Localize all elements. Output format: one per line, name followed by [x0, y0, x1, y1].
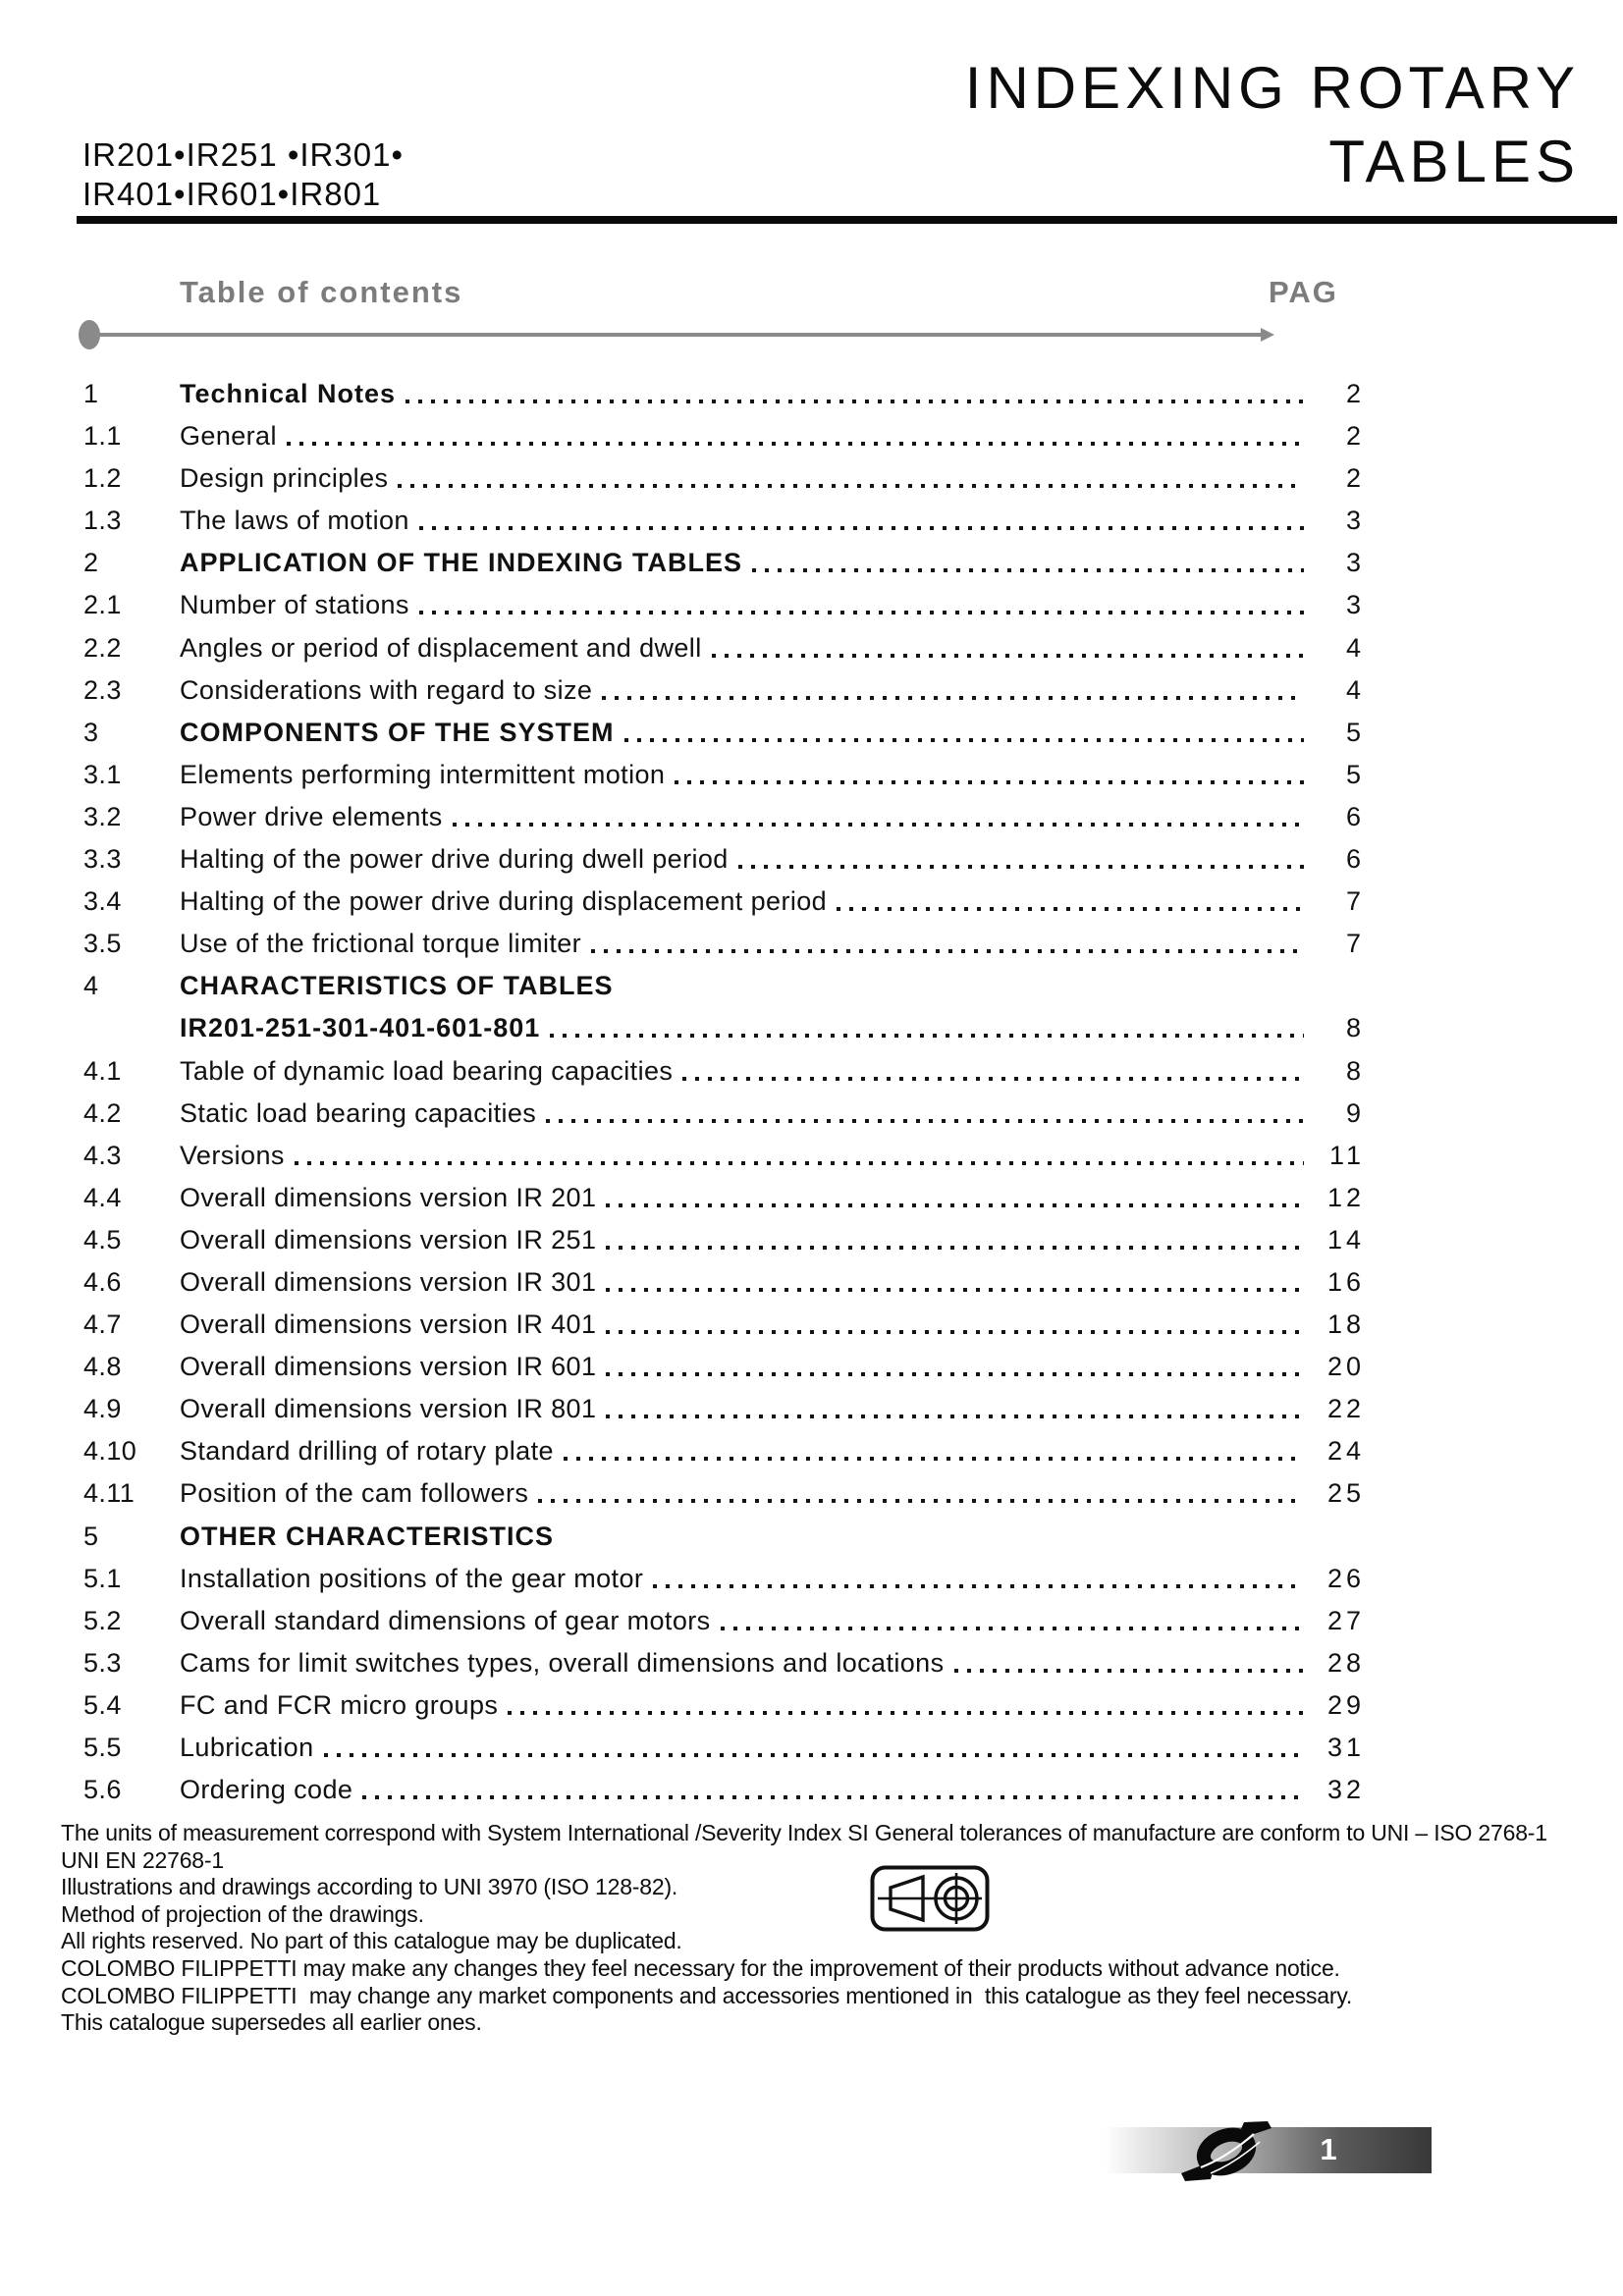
toc-dot-leader: [550, 1007, 1304, 1049]
legal-note-line: This catalogue supersedes all earlier ones.: [61, 2009, 482, 2036]
toc-row: [83, 1430, 1365, 1472]
toc-entry-title: Lubrication: [180, 1733, 314, 1762]
toc-row: [83, 542, 1365, 584]
toc-entry-page: 7: [1345, 929, 1365, 959]
toc-row: [83, 669, 1365, 712]
toc-dot-leader: [591, 923, 1304, 965]
page-number: 1: [1320, 2132, 1337, 2166]
toc-entry-page: 14: [1326, 1224, 1365, 1255]
toc-entry-title: Angles or period of displacement and dwell: [180, 632, 702, 663]
toc-dot-leader: [721, 1600, 1304, 1642]
toc-entry-number: 3.1: [83, 759, 122, 789]
toc-entry-page: 3: [1345, 506, 1365, 536]
toc-row: [83, 1600, 1365, 1642]
toc-entry-number: 4.5: [83, 1224, 122, 1255]
toc-row: [83, 1769, 1365, 1811]
toc-entry-title: Cams for limit switches types, overall dimensions and locations: [180, 1647, 945, 1678]
legal-note-line: Method of projection of the drawings.: [61, 1900, 424, 1927]
toc-entry-number: 3.4: [83, 886, 122, 917]
toc-entry-title: Overall dimensions version IR 401: [180, 1309, 597, 1340]
legal-note-line: The units of measurement correspond with System International /Severity Index SI General tolerances of manufacture are conform to UNI – ISO 2768-1: [61, 1820, 1547, 1845]
toc-entry-title: Elements performing intermittent motion: [180, 759, 666, 789]
toc-entry-number: 2.1: [83, 590, 122, 620]
toc-dot-leader: [508, 1684, 1304, 1727]
toc-entry-page: 2: [1345, 379, 1365, 408]
toc-entry-title: General: [180, 421, 277, 452]
toc-entry-title: Design principles: [180, 463, 389, 494]
toc-entry-page: 9: [1345, 1097, 1365, 1128]
toc-row: [83, 1050, 1365, 1093]
page-column-header: PAG: [1269, 275, 1338, 309]
toc-dot-leader: [362, 1769, 1304, 1811]
toc-row: [83, 1135, 1365, 1177]
product-models: [82, 135, 404, 214]
toc-entry-number: 5.1: [83, 1563, 122, 1593]
toc-entry-number: 1: [83, 379, 99, 408]
toc-entry-title: Position of the cam followers: [180, 1478, 529, 1509]
toc-entry-page: 12: [1326, 1182, 1365, 1212]
toc-entry-title: Overall dimensions version IR 201: [180, 1182, 597, 1212]
toc-row: [83, 500, 1365, 542]
toc-dot-leader: [738, 838, 1304, 881]
toc-entry-title: Halting of the power drive during displacement period: [180, 886, 828, 917]
toc-entry-number: 5.2: [83, 1605, 122, 1635]
header-rule: [77, 216, 1617, 224]
toc-dot-leader: [398, 457, 1304, 500]
toc-row: [83, 1388, 1365, 1430]
toc-entry-title: CHARACTERISTICS OF TABLES: [180, 971, 614, 1001]
toc-dot-leader: [653, 1558, 1304, 1600]
toc-entry-number: [83, 1007, 180, 1049]
toc-entry-page: 3: [1345, 548, 1365, 578]
toc-entry-number: 5.4: [83, 1689, 122, 1720]
product-models-line1: IR201•IR251 •IR301•: [82, 136, 405, 173]
toc-row: [83, 838, 1365, 881]
toc-underline: [94, 333, 1261, 337]
toc-entry-number: 4.6: [83, 1266, 122, 1297]
toc-entry-page: 4: [1345, 674, 1365, 705]
toc-entry-number: 4.4: [83, 1182, 122, 1212]
toc-entry-number: 4.7: [83, 1309, 122, 1340]
toc-dot-leader: [406, 373, 1304, 415]
toc-entry-number: 5.3: [83, 1647, 122, 1678]
toc-dot-leader: [606, 1219, 1304, 1261]
toc-entry-number: 2.2: [83, 632, 122, 663]
toc-entry-title: Use of the frictional torque limiter: [180, 929, 582, 959]
toc-entry-page: 6: [1345, 844, 1365, 875]
toc-entry-title: Standard drilling of rotary plate: [180, 1436, 554, 1467]
toc-entry-number: 3.3: [83, 844, 122, 875]
toc-dot-leader: [564, 1430, 1304, 1472]
toc-entry-page: 28: [1326, 1647, 1365, 1678]
toc-row: [83, 1261, 1365, 1304]
toc-entry-page: 8: [1345, 1013, 1365, 1043]
toc-entry-number: 2: [83, 548, 99, 578]
toc-row: [83, 796, 1365, 838]
toc-entry-page: 7: [1345, 886, 1365, 917]
toc-dot-leader: [624, 712, 1304, 754]
toc-row: [83, 457, 1365, 500]
toc-row: [83, 627, 1365, 669]
toc-row: [83, 1472, 1365, 1515]
toc-entry-number: 5: [83, 1521, 99, 1551]
toc-row: [83, 1642, 1365, 1684]
toc-entry-page: 22: [1326, 1394, 1365, 1424]
toc-entry-number: 5.6: [83, 1775, 122, 1805]
toc-entry-number: 4: [83, 971, 99, 1001]
toc-dot-leader: [602, 669, 1304, 712]
toc-row: [83, 1727, 1365, 1769]
toc-entry-number: 4.11: [83, 1478, 135, 1509]
legal-notes: [61, 1820, 1553, 2037]
toc-entry-page: 26: [1326, 1563, 1365, 1593]
toc-row: [83, 1558, 1365, 1600]
toc-entry-page: 6: [1345, 801, 1365, 831]
toc-entry-title: IR201-251-301-401-601-801: [180, 1013, 541, 1043]
toc-row: [83, 881, 1365, 923]
toc-dot-leader: [419, 584, 1304, 626]
toc-entry-page: 5: [1345, 759, 1365, 789]
toc-entry-page: 16: [1326, 1266, 1365, 1297]
toc-entry-title: Technical Notes: [180, 379, 397, 408]
toc-dot-leader: [606, 1304, 1304, 1346]
toc-row: [83, 1219, 1365, 1261]
toc-entry-title: Number of stations: [180, 590, 409, 620]
toc-row: [83, 1516, 1365, 1558]
toc-row: [83, 1346, 1365, 1388]
toc-entry-page: 5: [1345, 717, 1365, 747]
legal-note-line: COLOMBO FILIPPETTI may change any market components and accessories mentioned in this catalogue as they feel necessary.: [61, 1982, 1353, 2008]
toc-entry-title: FC and FCR micro groups: [180, 1689, 499, 1720]
toc-dot-leader: [419, 500, 1304, 542]
toc-entry-title: APPLICATION OF THE INDEXING TABLES: [180, 548, 743, 578]
toc-entry-number: 1.2: [83, 463, 122, 494]
toc-entry-title: Overall dimensions version IR 251: [180, 1224, 597, 1255]
toc-entry-number: 4.9: [83, 1394, 122, 1424]
toc-entry-title: Overall dimensions version IR 801: [180, 1394, 597, 1424]
document-title: [965, 51, 1580, 198]
toc-dot-leader: [606, 1261, 1304, 1304]
legal-note-line: Illustrations and drawings according to UNI 3970 (ISO 128-82).: [61, 1874, 678, 1900]
company-knot-logo-icon: [1173, 2116, 1279, 2190]
toc-entry-page: 18: [1326, 1309, 1365, 1340]
toc-entry-number: 1.3: [83, 506, 122, 536]
toc-entry-title: Installation positions of the gear motor: [180, 1563, 644, 1593]
first-angle-projection-icon: [870, 1865, 990, 1937]
toc-entry-page: 20: [1326, 1352, 1365, 1382]
page-number-bar: [1105, 2127, 1432, 2173]
toc-entry-page: 2: [1345, 463, 1365, 494]
legal-note-line: UNI EN 22768-1: [61, 1846, 224, 1873]
toc-entry-number: 3.5: [83, 929, 122, 959]
toc-entry-number: 4.8: [83, 1352, 122, 1382]
document-title-line2: TABLES: [1328, 129, 1580, 194]
toc-entry-page: 25: [1326, 1478, 1365, 1509]
toc-heading: Table of contents: [180, 275, 463, 309]
toc-entry-title: Versions: [180, 1140, 285, 1170]
toc-entry-page: 2: [1345, 421, 1365, 452]
toc-entry-page: 8: [1345, 1055, 1365, 1086]
toc-entry-number: 4.3: [83, 1140, 122, 1170]
toc-entry-number: 4.2: [83, 1097, 122, 1128]
toc-dot-leader: [287, 415, 1304, 457]
toc-entry-title: COMPONENTS OF THE SYSTEM: [180, 717, 615, 747]
toc-entry-page: 4: [1345, 632, 1365, 663]
toc-entry-page: 24: [1326, 1436, 1365, 1467]
toc-dot-leader: [606, 1388, 1304, 1430]
toc-entry-page: 11: [1328, 1140, 1365, 1170]
toc-entry-title: Considerations with regard to size: [180, 674, 593, 705]
toc-row: [83, 1093, 1365, 1135]
legal-note-line: All rights reserved. No part of this catalogue may be duplicated.: [61, 1928, 682, 1954]
toc-entry-title: Overall dimensions version IR 601: [180, 1352, 597, 1382]
toc-dot-leader: [606, 1346, 1304, 1388]
toc-row: [83, 1304, 1365, 1346]
toc-entry-title: Power drive elements: [180, 801, 443, 831]
toc-entry-number: 2.3: [83, 674, 122, 705]
toc-list: [83, 373, 1365, 1811]
toc-entry-title: Overall dimensions version IR 301: [180, 1266, 597, 1297]
toc-dot-leader: [295, 1135, 1304, 1177]
toc-dot-leader: [837, 881, 1304, 923]
toc-dot-leader: [954, 1642, 1305, 1684]
toc-entry-page: 27: [1326, 1605, 1365, 1635]
toc-dot-leader: [546, 1093, 1304, 1135]
toc-row: [83, 415, 1365, 457]
toc-entry-title: Table of dynamic load bearing capacities: [180, 1055, 674, 1086]
toc-entry-number: 4.10: [83, 1436, 137, 1467]
toc-entry-title: Halting of the power drive during dwell period: [180, 844, 729, 875]
toc-entry-number: 3.2: [83, 801, 122, 831]
toc-dot-leader: [606, 1177, 1304, 1219]
toc-dot-leader: [712, 627, 1304, 669]
toc-entry-page: 3: [1345, 590, 1365, 620]
toc-entry-title: Static load bearing capacities: [180, 1097, 537, 1128]
toc-dot-leader: [538, 1472, 1304, 1515]
toc-dot-leader: [453, 796, 1304, 838]
toc-row: [83, 965, 1365, 1007]
toc-entry-title: The laws of motion: [180, 506, 409, 536]
document-title-line1: INDEXING ROTARY: [964, 55, 1580, 121]
toc-entry-title: OTHER CHARACTERISTICS: [180, 1521, 555, 1551]
product-models-line2: IR401•IR601•IR801: [82, 176, 382, 212]
toc-dot-leader: [752, 542, 1304, 584]
toc-entry-title: Overall standard dimensions of gear motors: [180, 1605, 711, 1635]
toc-entry-page: 31: [1326, 1733, 1365, 1762]
toc-entry-number: 4.1: [83, 1055, 122, 1086]
toc-row: [83, 373, 1365, 415]
toc-entry-number: 1.1: [83, 421, 122, 452]
toc-entry-number: 5.5: [83, 1733, 122, 1762]
toc-row: [83, 754, 1365, 796]
toc-row: [83, 1684, 1365, 1727]
toc-underline-arrow: [1261, 328, 1274, 342]
toc-dot-leader: [324, 1727, 1305, 1769]
legal-note-line: COLOMBO FILIPPETTI may make any changes they feel necessary for the improvement of their products without advance notice.: [61, 1954, 1340, 1981]
toc-row: [83, 712, 1365, 754]
toc-row: [83, 1177, 1365, 1219]
toc-row: [83, 923, 1365, 965]
toc-entry-title: Ordering code: [180, 1775, 353, 1805]
toc-entry-number: 3: [83, 717, 99, 747]
toc-dot-leader: [675, 754, 1304, 796]
toc-row: [83, 584, 1365, 626]
toc-entry-page: 29: [1326, 1689, 1365, 1720]
toc-row: [83, 1007, 1365, 1049]
toc-entry-page: 32: [1326, 1775, 1365, 1805]
toc-dot-leader: [682, 1050, 1304, 1093]
